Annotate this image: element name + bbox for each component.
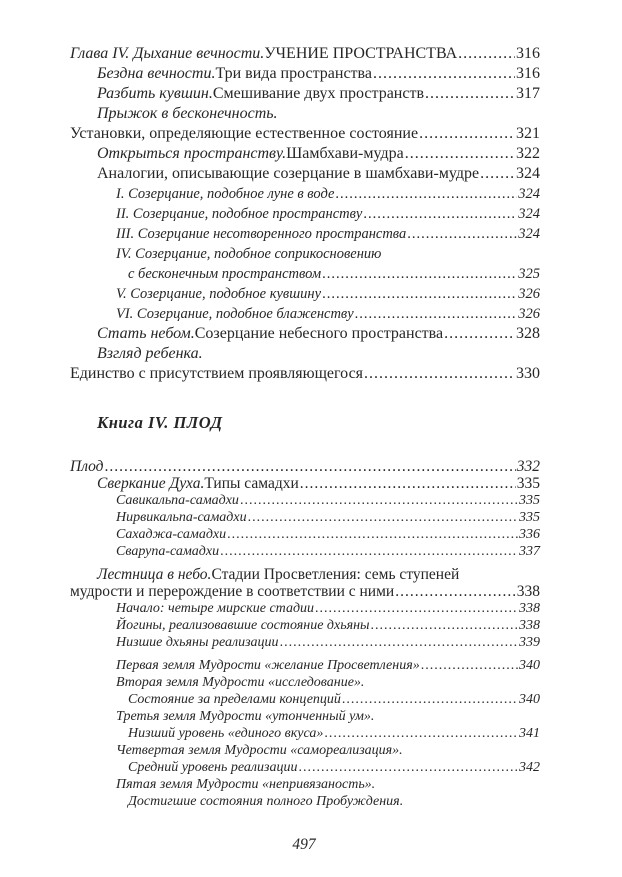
dot-leader xyxy=(298,759,518,776)
page-number: 342 xyxy=(519,760,540,775)
toc-entry-text: Вторая земля Мудрости «исследование». xyxy=(116,675,365,690)
toc-entry xyxy=(70,324,540,344)
toc-entry xyxy=(70,244,540,264)
dot-leader xyxy=(458,44,515,64)
dot-leader xyxy=(227,526,518,543)
toc-section-chapter4 xyxy=(70,44,540,384)
toc-entry-text: Состояние за пределами концепций xyxy=(128,692,341,707)
toc-entry-text: Установки, определяющие естественное состояние xyxy=(70,125,419,142)
toc-entry-text: Сварупа-самадхи xyxy=(116,544,220,559)
toc-entry-text: Йогины, реализовавшие состояние дхьяны xyxy=(116,618,370,633)
dot-leader xyxy=(322,284,517,304)
toc-entry xyxy=(70,543,540,560)
dot-leader xyxy=(335,184,517,204)
toc-entry xyxy=(70,793,540,810)
toc-entry xyxy=(70,691,540,708)
page-number: 338 xyxy=(516,583,540,600)
dot-leader xyxy=(364,364,515,384)
toc-entry xyxy=(70,617,540,634)
toc-entry xyxy=(70,475,540,492)
toc-entry-text: VI. Созерцание, подобное блаженству xyxy=(116,306,354,322)
page-number: 335 xyxy=(516,475,540,492)
dot-leader xyxy=(363,204,517,224)
toc-entry xyxy=(70,264,540,284)
toc-entry-text: III. Созерцание несотворенного пространства xyxy=(116,226,407,242)
dot-leader xyxy=(300,475,516,492)
toc-entry-text: IV. Созерцание, подобное соприкосновению xyxy=(116,246,382,262)
dot-leader xyxy=(248,509,518,526)
toc-entry-text: Третья земля Мудрости «утонченный ум». xyxy=(116,709,375,724)
toc-entry-text: Савикальпа-самадхи xyxy=(116,493,239,508)
toc-entry-text: Пятая земля Мудрости «непривязаность». xyxy=(116,777,376,792)
toc-entry-text: Низшие дхьяны реализации xyxy=(116,635,279,650)
toc-entry xyxy=(70,600,540,617)
toc-entry-text: Первая земля Мудрости «желание Просветления» xyxy=(116,658,420,673)
toc-entry-text: V. Созерцание, подобное кувшину xyxy=(116,286,322,302)
page-number: 321 xyxy=(516,125,540,142)
toc-entry xyxy=(70,344,540,364)
toc-entry xyxy=(70,492,540,509)
page-number: 324 xyxy=(518,226,540,242)
dot-leader xyxy=(419,124,515,144)
toc-entry xyxy=(70,284,540,304)
dot-leader xyxy=(280,634,518,651)
toc-entry xyxy=(70,674,540,691)
toc-entry xyxy=(70,204,540,224)
toc-entry xyxy=(70,509,540,526)
toc-entry-text: Достигшие состояния полного Пробуждения. xyxy=(128,794,404,809)
page-number: 322 xyxy=(516,145,540,162)
dot-leader xyxy=(421,657,518,674)
dot-leader xyxy=(373,64,515,84)
toc-entry-text: УЧЕНИЕ ПРОСТРАНСТВА xyxy=(264,45,458,62)
toc-entry xyxy=(70,657,540,674)
toc-entry xyxy=(70,742,540,759)
toc-entry-text: Открыться пространству. xyxy=(97,145,287,162)
page-number: 335 xyxy=(519,493,540,508)
page-number: 340 xyxy=(519,658,540,673)
page-number: 316 xyxy=(516,45,540,62)
dot-leader xyxy=(480,164,515,184)
toc-entry-text: Единство с присутствием проявляющегося xyxy=(70,365,364,382)
toc-entry-text: Бездна вечности. xyxy=(97,65,216,82)
toc-entry xyxy=(70,566,540,583)
toc-entry-text: Сахаджа-самадхи xyxy=(116,527,227,542)
toc-entry-text: Взгляд ребенка. xyxy=(97,345,203,362)
toc-entry xyxy=(70,634,540,651)
page-number: 324 xyxy=(516,165,540,182)
toc-entry-text: Разбить кувшин. xyxy=(97,85,213,102)
dot-leader xyxy=(220,543,518,560)
toc-entry xyxy=(70,583,540,600)
toc-entry-text: Смешивание двух пространств xyxy=(212,85,425,102)
toc-entry-text: Типы самадхи xyxy=(204,475,299,492)
toc-entry-text: Прыжок в бесконечность. xyxy=(97,105,278,122)
page-number: 338 xyxy=(519,601,540,616)
dot-leader xyxy=(405,144,515,164)
page-number: 332 xyxy=(516,458,540,475)
toc-entry xyxy=(70,526,540,543)
toc-entry xyxy=(70,708,540,725)
page-number: 336 xyxy=(519,527,540,542)
folio-page-number: 497 xyxy=(292,836,316,853)
toc-entry-text: с бесконечным пространством xyxy=(128,266,322,282)
page-number: 328 xyxy=(516,325,540,342)
toc-entry xyxy=(70,64,540,84)
page-number: 341 xyxy=(519,726,540,741)
page-number: 338 xyxy=(519,618,540,633)
toc-entry-text: Начало: четыре мирские стадии xyxy=(116,601,315,616)
table-of-contents xyxy=(70,44,540,810)
toc-entry xyxy=(70,759,540,776)
page-number: 317 xyxy=(516,85,540,102)
dot-leader xyxy=(371,617,518,634)
toc-entry xyxy=(70,184,540,204)
dot-leader xyxy=(425,84,515,104)
toc-entry-text: II. Созерцание, подобное пространству xyxy=(116,206,363,222)
toc-entry-text: Шамбхави-мудра xyxy=(286,145,404,162)
book-part-heading: Книга IV. ПЛОД xyxy=(97,413,223,432)
toc-section-book4 xyxy=(70,458,540,810)
toc-entry-text: Плод xyxy=(70,458,104,475)
toc-entry-text: Средний уровень реализации xyxy=(128,760,298,775)
toc-entry xyxy=(70,776,540,793)
dot-leader xyxy=(322,264,517,284)
toc-entry-text: Стать небом. xyxy=(97,325,195,342)
toc-entry xyxy=(70,84,540,104)
dot-leader xyxy=(407,224,517,244)
toc-entry xyxy=(70,144,540,164)
dot-leader xyxy=(395,583,516,600)
toc-entry-text: Лестница в небо. xyxy=(97,566,212,583)
toc-entry xyxy=(70,725,540,742)
page-number: 326 xyxy=(518,306,540,322)
page-number: 340 xyxy=(519,692,540,707)
page-number: 316 xyxy=(516,65,540,82)
page-number: 325 xyxy=(518,266,540,282)
dot-leader xyxy=(105,458,516,475)
toc-entry xyxy=(70,304,540,324)
toc-entry-text: Низший уровень «единого вкуса» xyxy=(128,726,324,741)
toc-entry-text: Глава IV. Дыхание вечности. xyxy=(70,45,265,62)
page-number: 337 xyxy=(519,544,540,559)
toc-entry-text: Нирвикальпа-самадхи xyxy=(116,510,247,525)
page-number: 324 xyxy=(518,186,540,202)
toc-entry xyxy=(70,164,540,184)
page-number: 324 xyxy=(518,206,540,222)
page-number: 339 xyxy=(519,635,540,650)
toc-entry-text: мудрости и перерождение в соответствии с ними xyxy=(70,583,395,600)
dot-leader xyxy=(240,492,518,509)
page-number: 326 xyxy=(518,286,540,302)
dot-leader xyxy=(315,600,518,617)
toc-entry-text: Четвертая земля Мудрости «самореализация». xyxy=(116,743,403,758)
toc-entry-text: Стадии Просветления: семь ступеней xyxy=(211,566,460,583)
dot-leader xyxy=(342,691,518,708)
toc-entry-text: Три вида пространства xyxy=(215,65,372,82)
toc-entry xyxy=(70,104,540,124)
dot-leader xyxy=(444,324,515,344)
toc-entry-text: Аналогии, описывающие созерцание в шамбхави-мудре xyxy=(97,165,480,182)
page-number: 330 xyxy=(516,365,540,382)
toc-entry-text: Сверкание Духа. xyxy=(97,475,205,492)
toc-entry xyxy=(70,364,540,384)
toc-entry-text: Созерцание небесного пространства xyxy=(194,325,444,342)
dot-leader xyxy=(324,725,518,742)
toc-entry xyxy=(70,224,540,244)
page-number: 335 xyxy=(519,510,540,525)
toc-entry-text: I. Созерцание, подобное луне в воде xyxy=(116,186,335,202)
toc-entry xyxy=(70,44,540,64)
toc-entry xyxy=(70,124,540,144)
dot-leader xyxy=(355,304,518,324)
toc-entry xyxy=(70,458,540,475)
